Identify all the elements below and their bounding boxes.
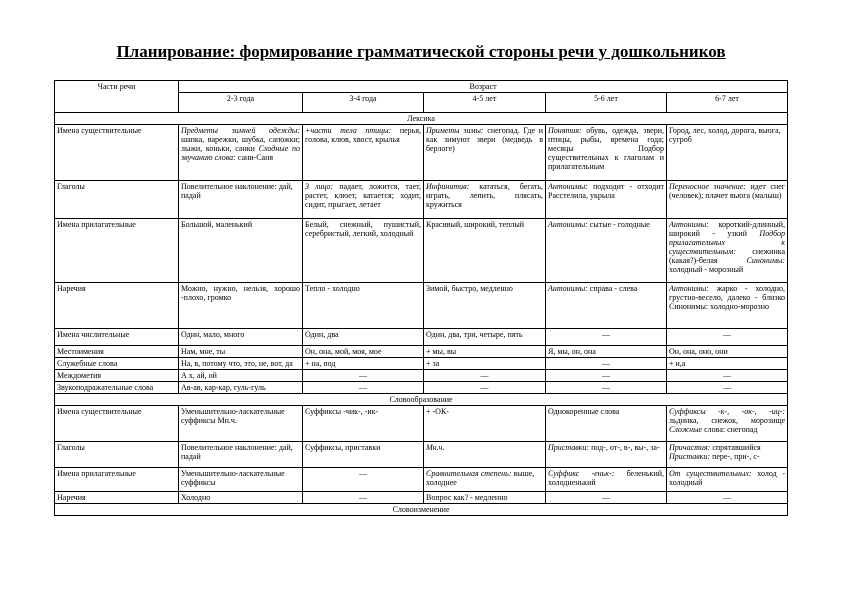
table-cell: Предметы зимней одежды: шапка, варежки, шубка, сапожки; лыжи, коньки, санки Сходные по звучанию слова: сани-Саня [179, 125, 303, 181]
table-cell: На, в, потому что, это, не, вот, да [179, 358, 303, 370]
table-cell: От существительных: холод - холодный [667, 468, 788, 492]
table-cell: Нам, мне, ты [179, 346, 303, 358]
row-label: Имена прилагательные [55, 219, 179, 283]
table-cell: +части тела птицы: перья, голова, клюв, хвост, крылья [303, 125, 424, 181]
table-cell: Сравнительная степень: выше, холоднее [424, 468, 546, 492]
table-cell: А х, ай, ой [179, 370, 303, 382]
table-cell: Тепло - холодно [303, 283, 424, 329]
table-row [55, 406, 788, 442]
row-label: Наречия [55, 283, 179, 329]
table-cell: Однокоренные слова [546, 406, 667, 442]
table-cell: — [667, 370, 788, 382]
table-cell: Повелительное наклонение: дай, падай [179, 181, 303, 219]
table-cell: — [667, 492, 788, 504]
page-title: Планирование: формирование грамматической стороны речи у дошкольников [116, 42, 726, 61]
row-label: Имена существительные [55, 125, 179, 181]
table-cell: Зимой, быстро, медленно [424, 283, 546, 329]
table-cell: — [303, 492, 424, 504]
age-col-4-5: 4-5 лет [424, 93, 546, 113]
table-cell: — [424, 382, 546, 394]
table-cell: Большой, маленький [179, 219, 303, 283]
row-label: Имена существительные [55, 406, 179, 442]
table-cell: + за [424, 358, 546, 370]
age-col-5-6: 5-6 лет [546, 93, 667, 113]
table-cell: 3 лицо: падает, ложится, тает, растет, клюет, катается; ходит, сидит, прыгает, летает [303, 181, 424, 219]
table-cell: Антонимы: подходит - отходит Расстелила, укрыла [546, 181, 667, 219]
age-col-6-7: 6-7 лет [667, 93, 788, 113]
table-row [55, 370, 788, 382]
table-cell: Суффиксы, приставки [303, 442, 424, 468]
table-row [55, 358, 788, 370]
table-cell: Уменьшительно-ласкательные суффиксы Мн.ч. [179, 406, 303, 442]
section-lexica: Лексика [55, 113, 788, 125]
table-cell: Он, она, оно, они [667, 346, 788, 358]
table-cell: + на, под [303, 358, 424, 370]
table-cell: Понятия: обувь, одежда, звери, птицы, рыбы, времена года; месяцы Подбор существительных к глаголам и прилагательным [546, 125, 667, 181]
table-cell: — [303, 382, 424, 394]
table-row [55, 125, 788, 181]
table-row [55, 442, 788, 468]
age-col-3-4: 3-4 года [303, 93, 424, 113]
table-cell: Приставки: под-, от-, в-, вы-, за- [546, 442, 667, 468]
table-cell: Белый, снежный, пушистый, серебристый, легкий, холодный [303, 219, 424, 283]
table-cell: Суффикс -еньк-: беленький, холодненький [546, 468, 667, 492]
table-cell: + и,а [667, 358, 788, 370]
table-row [55, 382, 788, 394]
table-cell: Причастия: спрятавшийся Приставки: пере-, при-, с- [667, 442, 788, 468]
table-row [55, 329, 788, 346]
row-label: Звукоподражательные слова [55, 382, 179, 394]
table-cell: Антонимы: короткий-длинный, широкий - узкий Подбор прилагательных к существительным: снежинка (какая?)-белая Синонимы: холодный - морозный [667, 219, 788, 283]
table-cell: Город, лес, холод, дорога, вьюга, сугроб [667, 125, 788, 181]
table-cell: Антонимы: справа - слева [546, 283, 667, 329]
table-cell: — [303, 370, 424, 382]
table-cell: — [667, 329, 788, 346]
planning-table [54, 80, 788, 516]
table-cell: — [546, 329, 667, 346]
table-cell: — [424, 370, 546, 382]
table-cell: Можно, нужно, нельзя, хорошо -плохо, громко [179, 283, 303, 329]
table-row [55, 346, 788, 358]
table-cell: Переносное значение: идет снег (человек); плачет вьюга (малыш) [667, 181, 788, 219]
table-cell: Суффиксы -чик-, -ик- [303, 406, 424, 442]
row-label: Междометия [55, 370, 179, 382]
table-cell: Ав-ав, кар-кар, гуль-гуль [179, 382, 303, 394]
table-cell: — [546, 382, 667, 394]
table-row [55, 492, 788, 504]
table-cell: Один, два [303, 329, 424, 346]
table-cell: — [546, 358, 667, 370]
table-row [55, 283, 788, 329]
row-label: Служебные слова [55, 358, 179, 370]
row-label: Имена числительные [55, 329, 179, 346]
row-label: Имена прилагательные [55, 468, 179, 492]
header-row-1 [55, 81, 788, 93]
table-cell: Повелительное наклонение: дай, падай [179, 442, 303, 468]
table-cell: — [303, 468, 424, 492]
table-cell: — [667, 382, 788, 394]
table-cell: Один, мало, много [179, 329, 303, 346]
table-cell: + -ОК- [424, 406, 546, 442]
table-cell: Он, она, мой, моя, мое [303, 346, 424, 358]
table-row [55, 181, 788, 219]
table-cell: Мн.ч. [424, 442, 546, 468]
row-label: Наречия [55, 492, 179, 504]
table-cell: Антонимы: жарко - холодно, грустно-весело, далеко - близко Синонимы: холодно-морозно [667, 283, 788, 329]
row-label: Глаголы [55, 442, 179, 468]
age-header: Возраст [179, 81, 788, 93]
table-cell: Суффиксы -к-, -ок-, -иц-: льдинка, снежок, морозище Сложные слова: снегопад [667, 406, 788, 442]
row-label: Местоимения [55, 346, 179, 358]
row-label: Глаголы [55, 181, 179, 219]
table-cell: Уменьшительно-ласкательные суффиксы [179, 468, 303, 492]
table-cell: + мы, вы [424, 346, 546, 358]
table-cell: Один, два, три, четыре, пять [424, 329, 546, 346]
table-cell: Красивый, широкий, теплый [424, 219, 546, 283]
table-cell: Я, мы, он, она [546, 346, 667, 358]
table-cell: — [546, 370, 667, 382]
table-cell: Холодно [179, 492, 303, 504]
age-col-2-3: 2-3 года [179, 93, 303, 113]
table-row [55, 468, 788, 492]
table-cell: — [546, 492, 667, 504]
section-word-formation: Словообразование [55, 394, 788, 406]
parts-header: Части речи [55, 81, 179, 113]
table-row [55, 219, 788, 283]
table-cell: Приметы зимы: снегопад. Где и как зимуют звери (медведь в берлоге) [424, 125, 546, 181]
table-cell: Антонимы: сытые - голодные [546, 219, 667, 283]
table-cell: Вопрос как? - медленно [424, 492, 546, 504]
table-cell: Инфинитив: кататься, бегать, играть, лепить, плясать, кружиться [424, 181, 546, 219]
section-inflection: Словоизменение [55, 504, 788, 516]
